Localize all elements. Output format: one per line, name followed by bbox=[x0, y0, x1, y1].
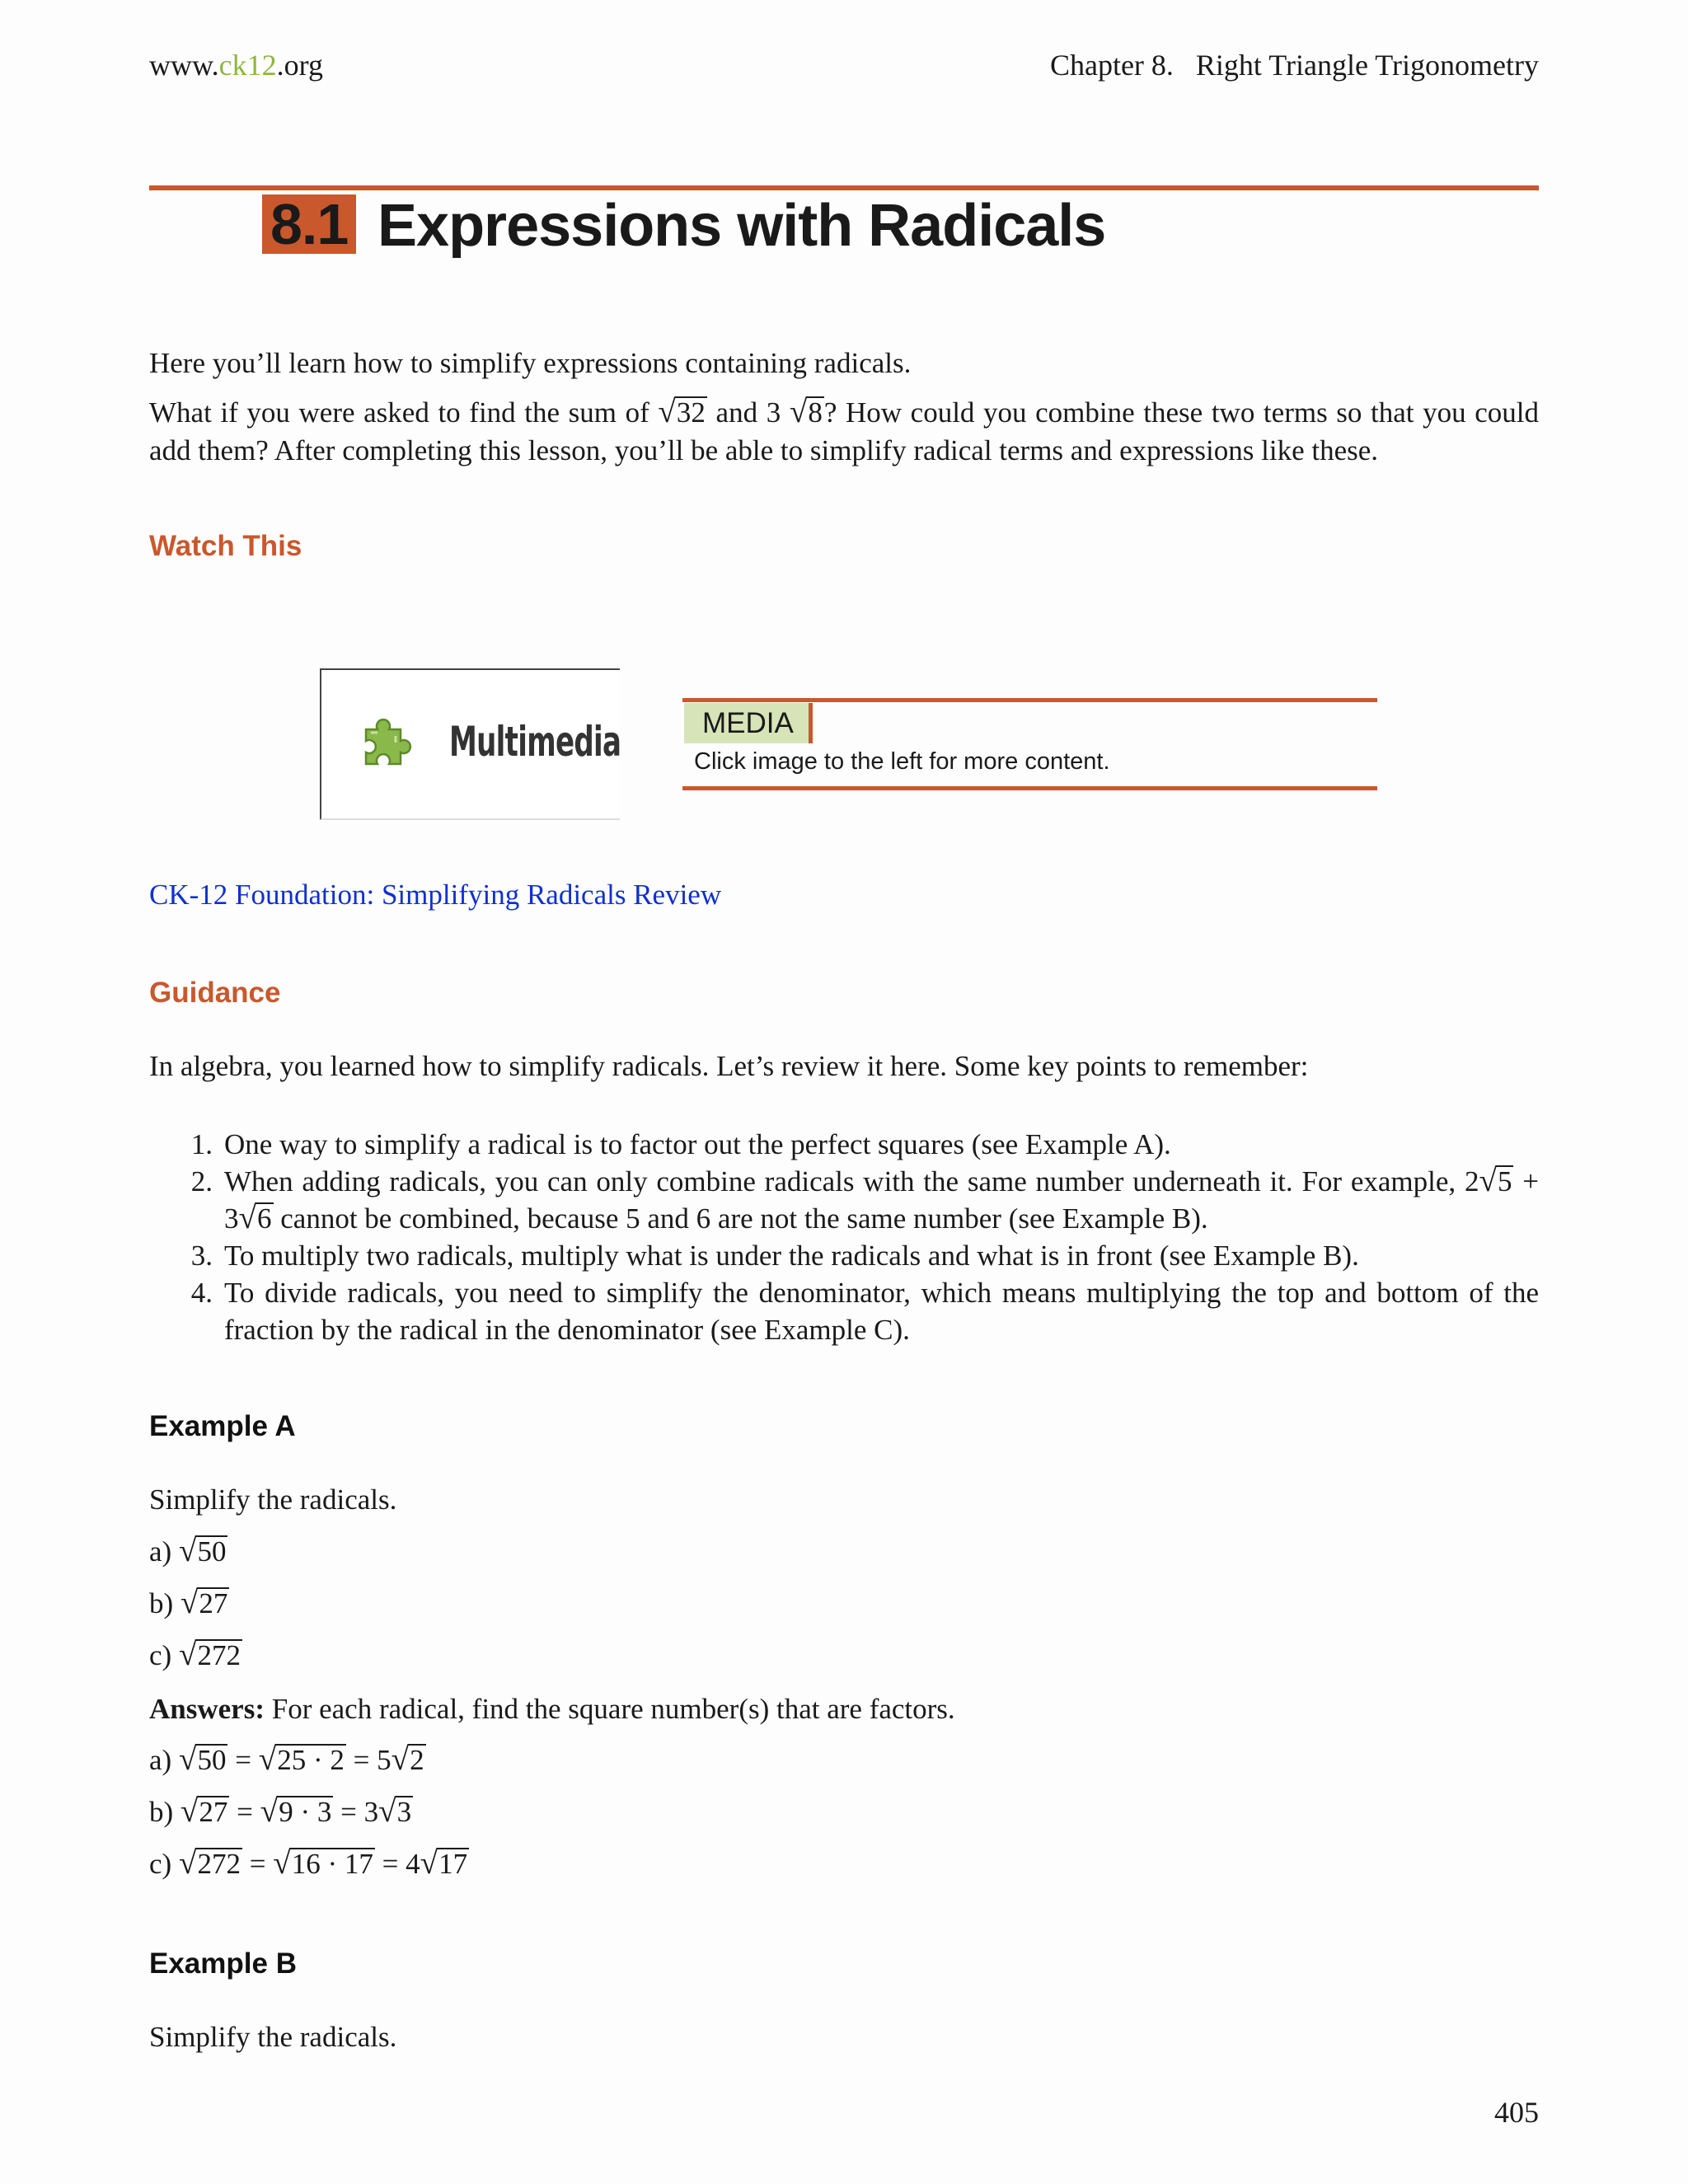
radicand: 272 bbox=[197, 1848, 241, 1880]
list-number: 2. bbox=[190, 1165, 213, 1197]
media-top-rule bbox=[682, 698, 1377, 702]
list-item-text-part: When adding radicals, you can only combine radicals with the same number underneath it. For example, bbox=[224, 1165, 1456, 1197]
plus-term: + 3 bbox=[224, 1165, 1539, 1235]
radicand: 5 bbox=[1497, 1165, 1512, 1197]
radicand: 17 bbox=[438, 1848, 468, 1880]
radicand: 272 bbox=[197, 1639, 241, 1671]
section-number: 8.1 bbox=[262, 194, 356, 254]
equals-sign: = bbox=[249, 1848, 266, 1880]
sqrt-symbol: √ bbox=[273, 1845, 291, 1881]
solution-label: b) bbox=[149, 1796, 174, 1828]
puzzle-icon bbox=[359, 713, 419, 772]
solution-row bbox=[149, 1741, 426, 1779]
radicand: 27 bbox=[199, 1796, 228, 1828]
answers-label: Answers: bbox=[149, 1693, 265, 1725]
sqrt-symbol: √ bbox=[1479, 1163, 1497, 1198]
section-title: Expressions with Radicals bbox=[377, 193, 1106, 259]
intro-question-part2: ? How could you combine these two terms so that you could add them? After completing this lesson, you’ll be able to simplify radical terms and expressions like these. bbox=[149, 396, 1540, 466]
video-link[interactable]: CK-12 Foundation: Simplifying Radicals Review bbox=[149, 879, 722, 911]
sqrt-symbol: √ bbox=[391, 1741, 410, 1777]
radicand: 3 bbox=[396, 1796, 412, 1828]
media-bottom-rule bbox=[682, 786, 1377, 790]
sqrt-symbol: √ bbox=[378, 1793, 396, 1829]
solution-label: a) bbox=[149, 1744, 172, 1776]
site-url-suffix: .org bbox=[276, 49, 323, 82]
intro-question-part1: What if you were asked to find the sum of bbox=[149, 396, 649, 429]
site-url-prefix: www. bbox=[149, 49, 219, 82]
watch-this-heading: Watch This bbox=[149, 530, 302, 562]
equals-sign: = bbox=[237, 1796, 253, 1828]
chapter-header: Chapter 8. Right Triangle Trigonometry bbox=[1049, 49, 1539, 82]
sqrt-symbol: √ bbox=[260, 1793, 279, 1829]
equals-coefficient: = 3 bbox=[340, 1796, 379, 1828]
intro-question bbox=[149, 394, 1539, 470]
list-item-text bbox=[224, 1163, 1539, 1237]
intro-question-and: and 3 bbox=[715, 396, 781, 429]
equals-coefficient: = 5 bbox=[353, 1744, 392, 1776]
radicand: 16 · 17 bbox=[291, 1848, 373, 1880]
answers-text: For each radical, find the square number(s) that are factors. bbox=[264, 1693, 955, 1725]
solution-row bbox=[149, 1845, 469, 1883]
media-caption: Click image to the left for more content. bbox=[694, 748, 1110, 775]
problem-row bbox=[149, 1637, 242, 1675]
list-number: 1. bbox=[190, 1128, 213, 1160]
radicand: 6 bbox=[257, 1202, 272, 1235]
problem-row bbox=[149, 1585, 229, 1623]
list-number: 4. bbox=[190, 1277, 213, 1309]
sqrt-symbol: √ bbox=[420, 1845, 438, 1881]
intro-text: Here you’ll learn how to simplify expressions containing radicals. bbox=[149, 347, 912, 379]
sqrt-symbol: √ bbox=[178, 1845, 197, 1881]
sqrt-32: √32 bbox=[658, 394, 706, 429]
sqrt-symbol: √ bbox=[258, 1741, 277, 1777]
answers-line bbox=[149, 1690, 1539, 1728]
solution-row bbox=[149, 1793, 413, 1831]
list-item-text: To multiply two radicals, multiply what is under the radicals and what is in front (see Example B). bbox=[224, 1240, 1359, 1272]
sqrt-symbol: √ bbox=[238, 1200, 257, 1235]
sqrt-symbol: √ bbox=[178, 1533, 197, 1568]
example-b-heading: Example B bbox=[149, 1947, 297, 1980]
problem-label: b) bbox=[149, 1587, 174, 1619]
radicand: 9 · 3 bbox=[279, 1796, 332, 1828]
list-item-text: To divide radicals, you need to simplify the denominator, which means multiplying the top and bottom of the fraction by the radical in the denominator (see Example C). bbox=[224, 1277, 1539, 1346]
radicand: 25 · 2 bbox=[277, 1744, 345, 1776]
example-b-prompt: Simplify the radicals. bbox=[149, 2021, 397, 2053]
guidance-heading: Guidance bbox=[149, 977, 281, 1009]
sqrt-symbol: √ bbox=[178, 1741, 197, 1777]
equals-sign: = bbox=[235, 1744, 251, 1776]
guidance-intro: In algebra, you learned how to simplify radicals. Let’s review it here. Some key points to remember: bbox=[149, 1050, 1309, 1082]
page-number: 405 bbox=[1494, 2096, 1539, 2129]
sqrt-symbol: √ bbox=[180, 1585, 199, 1620]
radicand: 50 bbox=[197, 1535, 227, 1568]
list-item-text-part: cannot be combined, because 5 and 6 are not the same number (see Example B). bbox=[280, 1202, 1208, 1235]
problem-label: a) bbox=[149, 1535, 172, 1568]
coefficient: 2 bbox=[1464, 1165, 1479, 1197]
radicand: 2 bbox=[410, 1744, 424, 1776]
sqrt-8: √8 bbox=[789, 394, 823, 429]
list-item-text: One way to simplify a radical is to factor out the perfect squares (see Example A). bbox=[224, 1128, 1171, 1160]
multimedia-thumbnail[interactable] bbox=[320, 668, 620, 820]
example-a-prompt: Simplify the radicals. bbox=[149, 1483, 397, 1516]
site-url bbox=[149, 48, 323, 82]
problem-row bbox=[149, 1533, 227, 1571]
example-a-heading: Example A bbox=[149, 1410, 296, 1442]
site-url-brand: ck12 bbox=[218, 49, 277, 82]
multimedia-label: Multimedia bbox=[449, 718, 621, 766]
media-tag: MEDIA bbox=[684, 703, 813, 743]
problem-label: c) bbox=[149, 1639, 172, 1671]
radicand: 50 bbox=[197, 1744, 227, 1776]
radicand: 27 bbox=[199, 1587, 228, 1619]
solution-label: c) bbox=[149, 1848, 172, 1880]
sqrt-symbol: √ bbox=[178, 1637, 197, 1672]
list-number: 3. bbox=[190, 1240, 213, 1272]
equals-coefficient: = 4 bbox=[382, 1848, 420, 1880]
sqrt-symbol: √ bbox=[180, 1793, 199, 1829]
